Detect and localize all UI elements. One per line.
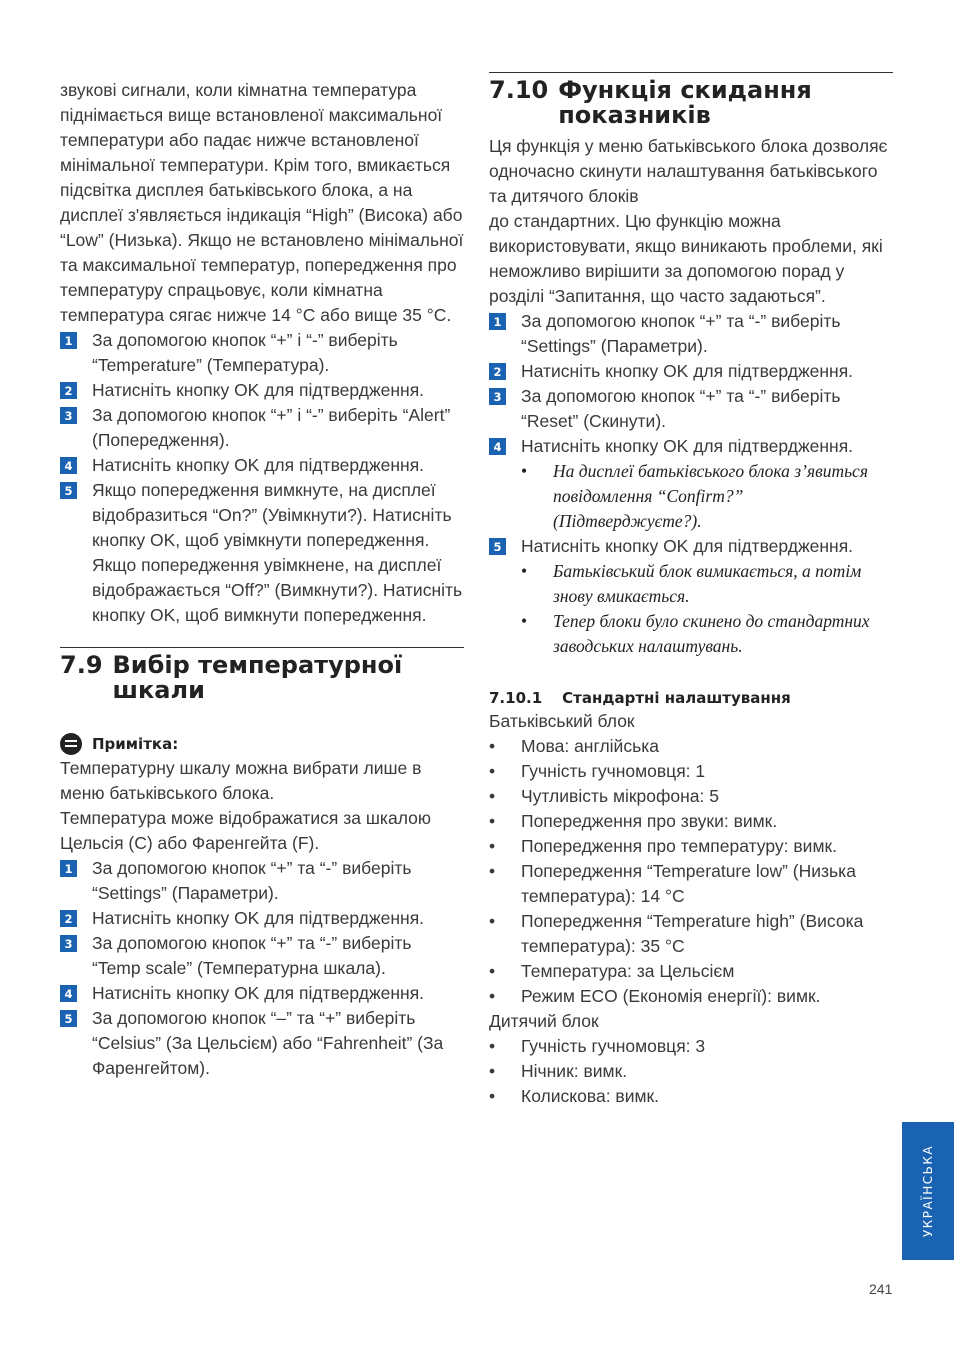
list-item-text: Чутливість мікрофона: 5 (521, 786, 719, 806)
list-item (489, 734, 893, 759)
section-divider (60, 647, 464, 648)
step-item (60, 981, 464, 1006)
steps-list-alert (60, 328, 464, 628)
list-item-text: Колискова: вимк. (521, 1086, 660, 1106)
list-item (489, 984, 893, 1009)
left-column (60, 78, 464, 1081)
list-item (489, 859, 893, 909)
step-number: 5 (489, 538, 506, 555)
note-text: Температурну шкалу можна вибрати лише в меню батьківського блока. (60, 758, 422, 803)
parent-unit-label: Батьківський блок (489, 711, 635, 731)
step-item (489, 309, 893, 359)
note-heading (60, 731, 464, 756)
list-item-text: Попередження “Temperature high” (Висока температура): 35 °C (521, 911, 864, 956)
step-item (489, 534, 893, 559)
right-column (489, 72, 893, 1109)
step-number: 4 (60, 985, 77, 1002)
bullet: • (521, 611, 528, 631)
step-number: 1 (489, 313, 506, 330)
subsection-title: Стандартні налаштування (562, 689, 791, 707)
step-item (60, 478, 464, 628)
step-item (489, 434, 893, 459)
list-item (489, 834, 893, 859)
bullet: • (489, 911, 496, 931)
step-item (60, 378, 464, 403)
step-text: За допомогою кнопок “+” і “-” виберіть “Temperature” (Температура). (92, 330, 398, 375)
step-result (489, 459, 893, 534)
step-item (60, 403, 464, 453)
bullet: • (489, 1086, 496, 1106)
step-number: 5 (60, 482, 77, 499)
section-title: Вибір температурної шкали (112, 651, 403, 704)
step-text: За допомогою кнопок “+” та “-” виберіть “Temp scale” (Температурна шкала). (92, 933, 412, 978)
step-result (489, 609, 893, 659)
step-item (489, 359, 893, 384)
step-text: За допомогою кнопок “–” та “+” виберіть “Celsius” (За Цельсієм) або “Fahrenheit” (За Фаренгейтом). (92, 1008, 444, 1078)
step-number: 1 (60, 860, 77, 877)
step-text: Натисніть кнопку OK для підтвердження. (92, 380, 425, 400)
step-item (60, 328, 464, 378)
step-item (60, 931, 464, 981)
list-item-text: Попередження про температуру: вимк. (521, 836, 837, 856)
step-result-text: Тепер блоки було скинено до стандартних заводських налаштувань. (553, 611, 870, 656)
parent-defaults-list (489, 734, 893, 1009)
section-title: Функція скидання показників (558, 76, 812, 129)
section-number: 7.9 (60, 651, 103, 679)
step-number: 3 (60, 935, 77, 952)
step-number: 2 (60, 382, 77, 399)
step-result-text: На дисплеї батьківського блока з’явиться повідомлення “Confirm?” (Підтверджуєте?). (553, 461, 868, 531)
step-number: 5 (60, 1010, 77, 1027)
list-item-text: Мова: англійська (521, 736, 659, 756)
bullet: • (489, 811, 496, 831)
list-item (489, 809, 893, 834)
reset-intro-a: Ця функція у меню батьківського блока дозволяє одночасно скинути налаштування батьківського та дитячого блоків (489, 136, 888, 206)
list-item (489, 1034, 893, 1059)
list-item (489, 1084, 893, 1109)
step-item (489, 384, 893, 434)
list-item (489, 759, 893, 784)
list-item (489, 959, 893, 984)
step-text: Натисніть кнопку OK для підтвердження. (92, 908, 425, 928)
step-text: Натисніть кнопку OK для підтвердження. (521, 536, 854, 556)
list-item-text: Нічник: вимк. (521, 1061, 628, 1081)
subsection-heading-7-10-1 (489, 687, 893, 709)
language-tab (902, 1122, 954, 1260)
step-number: 3 (489, 388, 506, 405)
section-number: 7.10 (489, 76, 549, 104)
note-label: Примітка: (92, 734, 179, 753)
step-result-text: Батьківський блок вимикається, а потім знову вмикається. (553, 561, 862, 606)
reset-intro-b: до стандартних. Цю функцію можна використовувати, якщо виникають проблеми, які неможливо вирішити за допомогою порад у розділі “Запитання, що часто задаються”. (489, 211, 883, 306)
step-number: 4 (60, 457, 77, 474)
note-text-2: Температура може відображатися за шкалою Цельсія (C) або Фаренгейта (F). (60, 808, 431, 853)
bullet: • (489, 786, 496, 806)
step-text: Натисніть кнопку OK для підтвердження. (92, 455, 425, 475)
intro-paragraph: звукові сигнали, коли кімнатна температура піднімається вище встановленої максимальної температури або падає нижче встановленої мінімальної температури. Крім того, вмикається підсвітка дисплея батьківського блока, а на дисплеї з'являється індикація “High” (Висока) або “Low” (Низька). Якщо не встановлено мінімальної та максимальної температур, попередження про температуру спрацьовує, коли кімнатна температура сягає нижче 14 °C або вище 35 °C. (60, 80, 464, 325)
list-item (489, 1059, 893, 1084)
section-heading-7-9 (60, 653, 464, 703)
step-result (489, 559, 893, 609)
step-text: Натисніть кнопку OK для підтвердження. (521, 436, 854, 456)
list-item-text: Температура: за Цельсієм (521, 961, 735, 981)
baby-defaults-list (489, 1034, 893, 1109)
step-item (60, 453, 464, 478)
list-item-text: Режим ECO (Економія енергії): вимк. (521, 986, 821, 1006)
note-icon (60, 733, 82, 755)
list-item (489, 909, 893, 959)
step-text: Якщо попередження вимкнуте, на дисплеї відобразиться “On?” (Увімкнути?). Натисніть кнопку OK, щоб увімкнути попередження. Якщо попередження увімкнене, на дисплеї відображається “Off?” (Вимкнути?). Натисніть кнопку OK, щоб вимкнути попередження. (92, 480, 463, 625)
baby-unit-label: Дитячий блок (489, 1011, 599, 1031)
bullet: • (489, 761, 496, 781)
step-number: 1 (60, 332, 77, 349)
list-item-text: Попередження “Temperature low” (Низька температура): 14 °C (521, 861, 856, 906)
step-item (60, 1006, 464, 1081)
bullet: • (489, 836, 496, 856)
section-divider (489, 72, 893, 73)
list-item-text: Гучність гучномовця: 3 (521, 1036, 706, 1056)
step-text: Натисніть кнопку OK для підтвердження. (521, 361, 854, 381)
step-text: За допомогою кнопок “+” та “-” виберіть “Settings” (Параметри). (92, 858, 412, 903)
bullet: • (521, 561, 528, 581)
step-text: За допомогою кнопок “+” та “-” виберіть “Settings” (Параметри). (521, 311, 841, 356)
step-text: За допомогою кнопок “+” та “-” виберіть “Reset” (Скинути). (521, 386, 841, 431)
list-item (489, 784, 893, 809)
step-number: 2 (489, 363, 506, 380)
bullet: • (489, 961, 496, 981)
bullet: • (489, 1036, 496, 1056)
page-number: 241 (869, 1281, 893, 1297)
bullet: • (489, 986, 496, 1006)
step-number: 4 (489, 438, 506, 455)
step-item (60, 856, 464, 906)
steps-list-temp-scale (60, 856, 464, 1081)
step-number: 3 (60, 407, 77, 424)
bullet: • (521, 461, 528, 481)
list-item-text: Попередження про звуки: вимк. (521, 811, 778, 831)
list-item-text: Гучність гучномовця: 1 (521, 761, 706, 781)
section-heading-7-10 (489, 78, 893, 128)
step-text: Натисніть кнопку OK для підтвердження. (92, 983, 425, 1003)
subsection-number: 7.10.1 (489, 689, 543, 707)
step-item (60, 906, 464, 931)
bullet: • (489, 861, 496, 881)
bullet: • (489, 1061, 496, 1081)
step-text: За допомогою кнопок “+” і “-” виберіть “Alert” (Попередження). (92, 405, 451, 450)
bullet: • (489, 736, 496, 756)
step-number: 2 (60, 910, 77, 927)
language-tab-label: УКРАЇНСЬКА (921, 1144, 935, 1238)
